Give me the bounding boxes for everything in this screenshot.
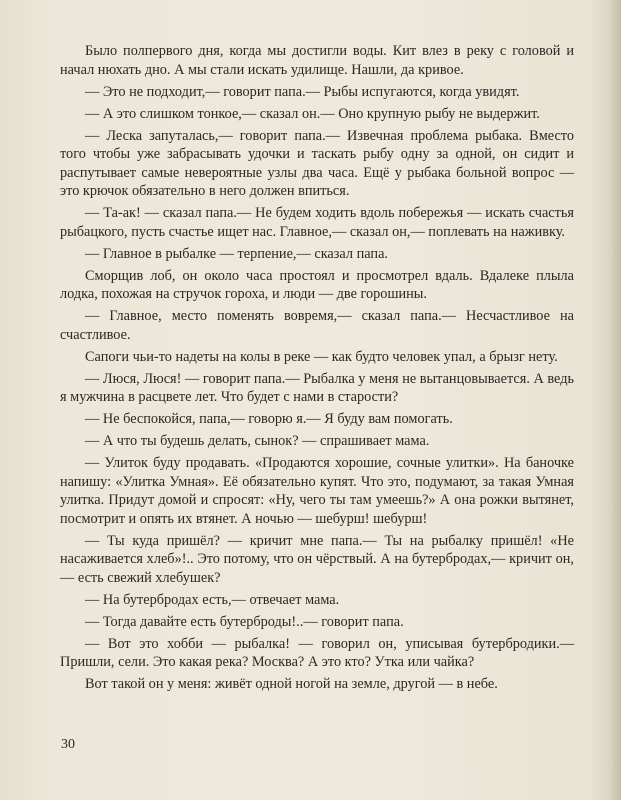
paragraph: — А что ты будешь делать, сынок? — спрашивает мама. [85, 433, 430, 449]
paragraph: — Ты куда пришёл? — кричит мне папа.— Ты на рыбалку пришёл! «Не насаживается хлеб»!.. Это потому, что он чёрствый. А на бутербродах,— кричит он,— есть свежий хлебушек? [60, 532, 574, 586]
paragraph: — Это не подходит,— говорит папа.— Рыбы испугаются, когда увидят. [85, 83, 520, 100]
paragraph: Сморщив лоб, он около часа простоял и просмотрел вдаль. Вдалеке плыла лодка, похожая на стручок гороха, и люди — две горошины. [60, 267, 574, 302]
paragraph: — Та-ак! — сказал папа.— Не будем ходить вдоль побережья — искать счастья рыбацкого, пусть счастье ищет нас. Главное,— сказал он,— поплевать на наживку. [60, 205, 574, 240]
paragraph: Сапоги чьи-то надеты на колы в реке — как будто человек упал, а брызг нету. [85, 348, 558, 365]
page-number: 30 [61, 737, 75, 752]
paragraph: — На бутербродах есть,— отвечает мама. [85, 591, 340, 608]
page-edge [611, 0, 621, 800]
paragraph: — Вот это хобби — рыбалка! — говорил он, уписывая бутербродики.— Пришли, сели. Это какая река? Москва? А это кто? Утка или чайка? [60, 635, 574, 670]
paragraph: Вот такой он у меня: живёт одной ногой на земле, другой — в небе. [85, 676, 498, 692]
paragraph: — Главное, место поменять вовремя,— сказал папа.— Несчастливое на счастливое. [60, 308, 574, 343]
paragraph: — Не беспокойся, папа,— говорю я.— Я буду вам помогать. [85, 411, 453, 427]
paragraph: Было полпервого дня, когда мы достигли воды. Кит влез в реку с головой и начал нюхать дно. А мы стали искать удилище. Нашли, да кривое. [60, 43, 574, 78]
paragraph: — Улиток буду продавать. «Продаются хорошие, сочные улитки». На баночке напишу: «Улитка Умная». Её обязательно купят. Что это, подумают, за такая Умная улитка. Придут домой и спросят: «Ну, чего ты там умеешь?» А она рожки вытянет, посмотрит и опять их втянет. А ночью — шебурш! шебурш! [60, 455, 574, 527]
page-text [60, 42, 574, 697]
paragraph: — Леска запуталась,— говорит папа.— Извечная проблема рыбака. Вместо того чтобы уже забрасывать удочки и таскать рыбу одну за одной, он сидит и распутывает самые невероятные узлы два часа. Ещё у рыбака больной вопрос — это крючок обязательно в него должен впиться. [60, 127, 574, 199]
paragraph: — Главное в рыбалке — терпение,— сказал папа. [85, 245, 388, 262]
paragraph: — Люся, Люся! — говорит папа.— Рыбалка у меня не вытанцовывается. А ведь я мужчина в расцвете лет. Что будет с нами в старости? [60, 370, 574, 405]
paragraph: — Тогда давайте есть бутерброды!..— говорит папа. [85, 613, 404, 630]
paragraph: — А это слишком тонкое,— сказал он.— Оно крупную рыбу не выдержит. [85, 105, 540, 122]
